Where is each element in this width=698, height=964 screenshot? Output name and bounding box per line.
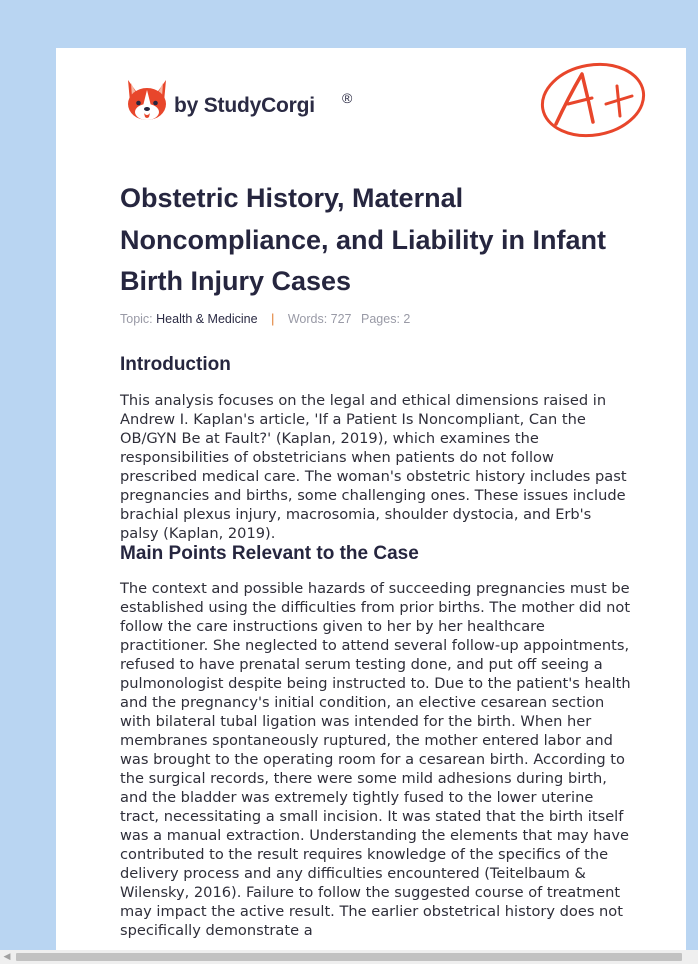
page-count: Pages: 2 <box>361 312 411 326</box>
topic-label: Topic: <box>120 312 153 326</box>
grade-a-plus-stamp <box>538 58 648 140</box>
section-heading-main-points: Main Points Relevant to the Case <box>120 543 419 564</box>
section-text-main-points: The context and possible hazards of succeeding pregnancies must be established using the difficulties from prior births. The mother did not follow the care instructions given to her by her healthcare practitioner. She neglected to attend several follow-up appointments, refused to have prenatal serum testing done, and put off seeing a pulmonologist despite being instructed to. Due to the patient's health and the pregnancy's initial condition, an elective cesarean section with bilateral tubal ligation was intended for the birth. When her membranes spontaneously ruptured, the mother entered labor and was brought to the operating room for a cesarean birth. According to the surgical records, there were some mild adhesions during birth, and the bladder was extremely tightly fused to the lower uterine tract, necessitating a small incision. It was stated that the birth itself was a manual extraction. Understanding the elements that may have contributed to the result requires knowledge of the specifics of the delivery process and any difficulties encountered (Teitelbaum & Wilensky, 2016). Failure to follow the suggested course of treatment may impact the active result. The earlier obstetrical history does not specifically demonstrate a <box>120 580 631 939</box>
horizontal-scrollbar[interactable] <box>0 950 698 964</box>
section-text-introduction: This analysis focuses on the legal and ethical dimensions raised in Andrew I. Kaplan's article, 'If a Patient Is Noncompliant, Can the OB/GYN Be at Fault?' (Kaplan, 2019), which examines the responsibilities of obstetricians when patients do not follow prescribed medical care. The woman's obstetric history includes past pregnancies and births, some challenging ones. These issues include brachial plexus injury, macrosomia, shoulder dystocia, and Erb's palsy (Kaplan, 2019). <box>120 392 627 542</box>
registered-mark: ® <box>342 90 353 106</box>
word-count: Words: 727 <box>287 312 352 326</box>
essay-meta <box>120 312 410 326</box>
section-heading-introduction: Introduction <box>120 354 231 375</box>
scroll-left-arrow-icon[interactable]: ◀ <box>3 952 11 962</box>
topic-link[interactable]: Health & Medicine <box>156 312 258 326</box>
essay-title: Obstetric History, Maternal Noncompliance, and Liability in Infant Birth Injury Cases <box>120 183 607 296</box>
corgi-logo-icon <box>122 76 172 126</box>
scrollbar-thumb[interactable] <box>16 953 682 961</box>
brand-name: by StudyCorgi <box>174 94 315 117</box>
meta-separator: | <box>271 312 275 326</box>
essay-page <box>56 48 686 964</box>
